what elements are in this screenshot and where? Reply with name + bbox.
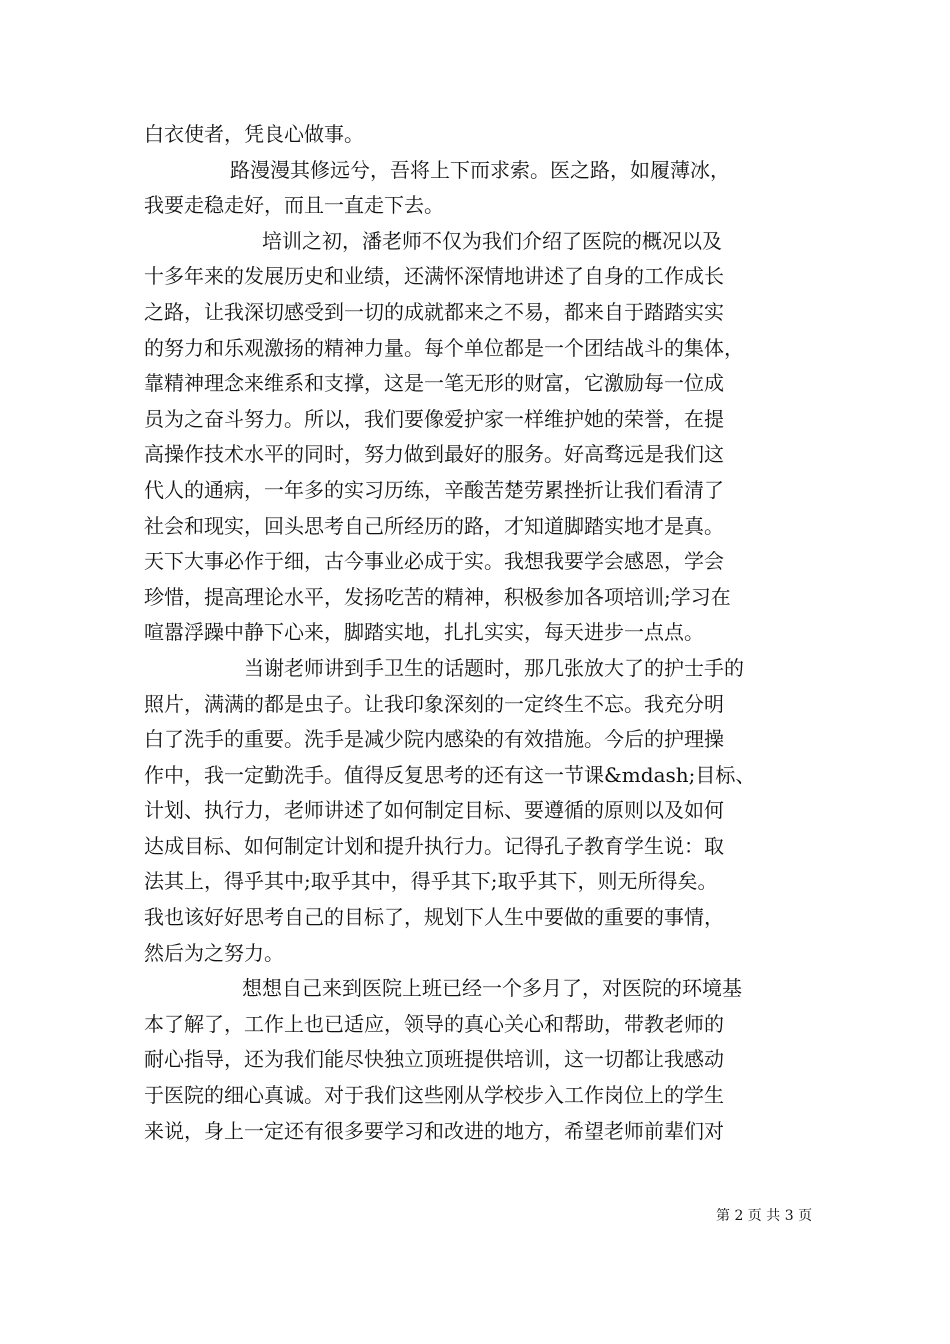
text-line: 达成目标、如何制定计划和提升执行力。记得孔子教育学生说：取 xyxy=(144,833,724,858)
paragraph-start-line: 路漫漫其修远兮，吾将上下而求索。医之路，如履薄冰， xyxy=(230,157,730,182)
text-line: 高操作技术水平的同时，努力做到最好的服务。好高骛远是我们这 xyxy=(144,442,724,467)
text-line: 计划、执行力，老师讲述了如何制定目标、要遵循的原则以及如何 xyxy=(144,798,724,823)
page-number-footer: 第 2 页 共 3 页 xyxy=(716,1208,813,1224)
text-line: 喧嚣浮躁中静下心来，脚踏实地，扎扎实实，每天进步一点点。 xyxy=(144,620,704,645)
text-line: 代人的通病，一年多的实习历练，辛酸苦楚劳累挫折让我们看清了 xyxy=(144,477,724,502)
text-line: 社会和现实，回头思考自己所经历的路，才知道脚踏实地才是真。 xyxy=(144,513,724,538)
text-line: 员为之奋斗努力。所以，我们要像爱护家一样维护她的荣誉，在提 xyxy=(144,406,724,431)
paragraph-start-line: 当谢老师讲到手卫生的话题时，那几张放大了的护士手的 xyxy=(244,655,744,680)
text-line: 然后为之努力。 xyxy=(144,940,284,965)
text-line: 靠精神理念来维系和支撑，这是一笔无形的财富，它激励每一位成 xyxy=(144,371,724,396)
paragraph-start-line: 培训之初，潘老师不仅为我们介绍了医院的概况以及 xyxy=(262,228,722,253)
text-line: 白衣使者，凭良心做事。 xyxy=(144,122,364,146)
text-line: 我要走稳走好，而且一直走下去。 xyxy=(144,193,444,218)
text-line: 来说，身上一定还有很多要学习和改进的地方，希望老师前辈们对 xyxy=(144,1118,724,1143)
text-line: 照片，满满的都是虫子。让我印象深刻的一定终生不忘。我充分明 xyxy=(144,691,724,716)
text-line: 作中，我一定勤洗手。值得反复思考的还有这一节课&mdash;目标、 xyxy=(144,762,756,787)
text-line: 十多年来的发展历史和业绩，还满怀深情地讲述了自身的工作成长 xyxy=(144,264,724,289)
text-line: 本了解了，工作上也已适应，领导的真心关心和帮助，带教老师的 xyxy=(144,1011,724,1036)
text-line: 耐心指导，还为我们能尽快独立顶班提供培训，这一切都让我感动 xyxy=(144,1047,724,1072)
text-line: 于医院的细心真诚。对于我们这些刚从学校步入工作岗位上的学生 xyxy=(144,1083,724,1108)
text-line: 的努力和乐观激扬的精神力量。每个单位都是一个团结战斗的集体， xyxy=(144,335,744,360)
paragraph-start-line: 想想自己来到医院上班已经一个多月了，对医院的环境基 xyxy=(242,976,742,1001)
text-line: 白了洗手的重要。洗手是减少院内感染的有效措施。今后的护理操 xyxy=(144,727,724,752)
text-line: 之路，让我深切感受到一切的成就都来之不易，都来自于踏踏实实 xyxy=(144,299,724,324)
text-line: 法其上，得乎其中;取乎其中，得乎其下;取乎其下，则无所得矣。 xyxy=(144,869,718,894)
text-line: 我也该好好思考自己的目标了，规划下人生中要做的重要的事情， xyxy=(144,905,724,930)
text-line: 珍惜，提高理论水平，发扬吃苦的精神，积极参加各项培训;学习在 xyxy=(144,584,731,609)
body-text xyxy=(144,117,810,1149)
text-line: 天下大事必作于细，古今事业必成于实。我想我要学会感恩，学会 xyxy=(144,549,724,574)
